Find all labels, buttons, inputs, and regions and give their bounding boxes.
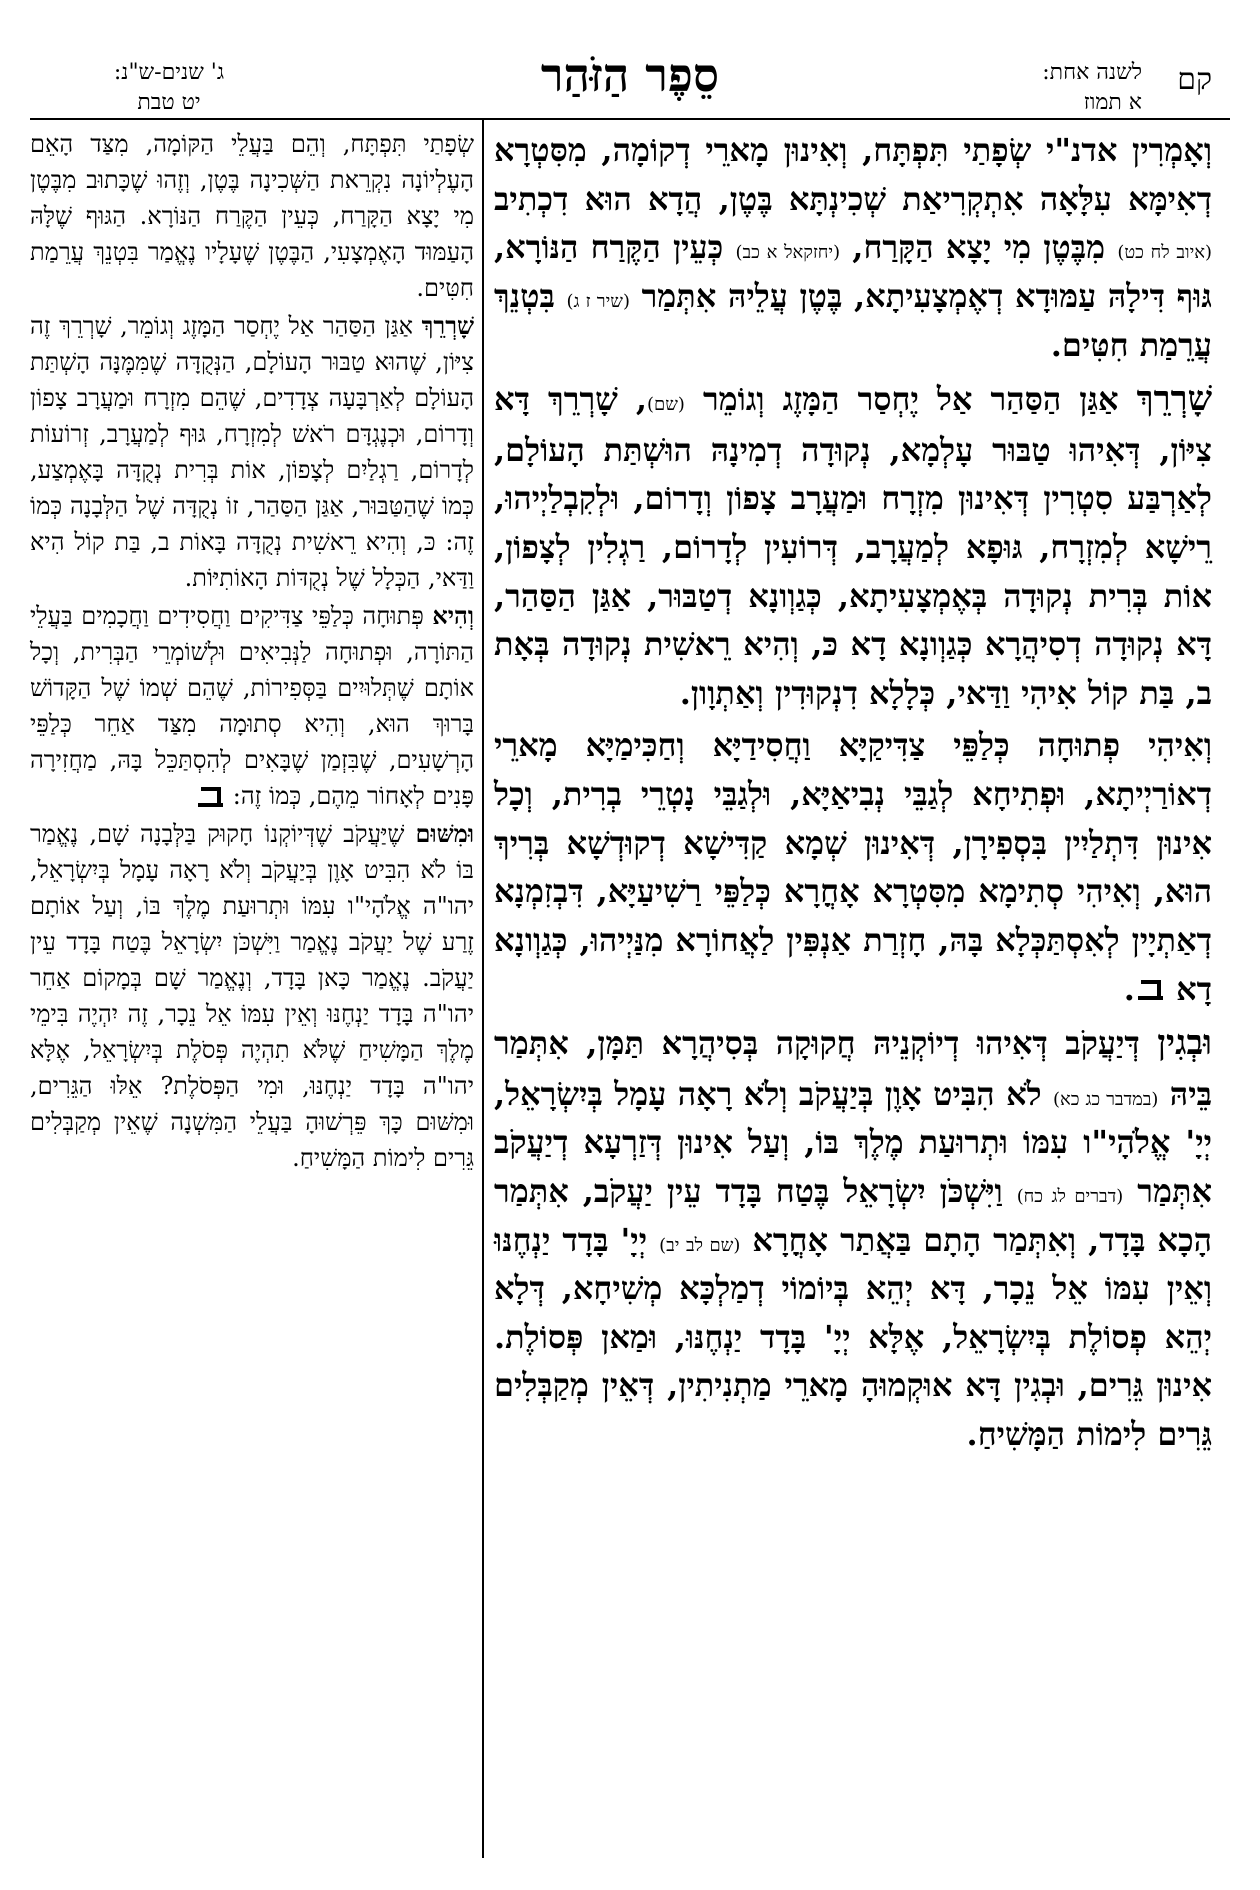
verse-reference: (במדבר כג כא)	[1053, 1088, 1159, 1110]
main-p1-text3: כְּעֵין הַקֶּרַח הַנּוֹרָא, גּוּף דִּילָהּ עַמּוּדָא דְאֶמְצָעִיתָא, בֶּטֶן עֲלֵיהּ אִתְּמַר	[494, 228, 1212, 315]
main-p4-text2: לֹא הִבִּיט אָוֶן בְּיַעֲקֹב וְלֹא רָאָה עָמָל בְּיִשְׂרָאֵל, יְיָ' אֱלֹהָי"ו עִמּוֹ וּתְרוּעַת מֶלֶךְ בּוֹ, וְעַל אִינוּן דְּזַרְעָא דְיַעֲקֹב אִתְּמַר	[494, 1074, 1213, 1210]
verse-reference: (איוב לח כט)	[1117, 242, 1213, 264]
translation-p2-text: אַגַּן הַסַּהַר אַל יֶחְסַר הַמָּזֶג וְגוֹמֵר, שָׁרְרֵךְ זֶה צִיּוֹן, שֶׁהוּא טַבּוּר הָעוֹלָם, הַנְּקֻדָּה שֶׁמִּמֶּנָּה הָשְׁתַּת הָעוֹלָם לְאַרְבָּעָה צְדָדִים, שֶׁהֵם מִזְרָח וּמַעֲרָב צָפוֹן וְדָרוֹם, וּכְנֶגְדָּם רֹאשׁ לְמִזְרָח, גּוּף לְמַעֲרָב, זְרוֹעוֹת לְדָרוֹם, רַגְלַיִם לְצָפוֹן, אוֹת בְּרִית נְקֻדָּה בָּאֶמְצַע, כְּמוֹ שֶׁהַטַּבּוּר, אַגַּן הַסַּהַר, זוֹ נְקֻדָּה שֶׁל הַלְּבָנָה כְּמוֹ זֶה: כּ, וְהִיא רֵאשִׁית נְקֻדָּה בָּאוֹת ב, בַּת קוֹל הִיא וַדַּאי, הַכְּלָל שֶׁל נְקֻדּוֹת הָאוֹתִיּוֹת.	[30, 312, 474, 592]
main-paragraph: וְאִיהִי פְתוּחָה כְּלַפֵּי צַדִּיקַיָּא וַחֲסִידַיָּא וְחַכִּימַיָּא מָארֵי דְאוֹרַיְיתָא, וּפְתִיחָא לְגַבֵּי נְבִיאַיָּא, וּלְגַבֵּי נָטְרֵי בְרִית, וְכָל אִינוּן דִּתְלַיִין בִּסְפִירָן, דְּאִינוּן שְׁמָא קַדִּישָׁא דְקוּדְשָׁא בְּרִיךְ הוּא, וְאִיהִי סְתִימָא מִסִּטְרָא אָחֳרָא כְּלַפֵּי רַשִׁיעַיָּא, דִּבְזִמְנָא דְאַתְיָין לְאִסְתַּכְּלָא בָּהּ, חָזְרַת אַנְפִּין לַאֲחוֹרָא מִנַּיְיהוּ, כְּגַוְונָא דָא .	[494, 726, 1212, 1008]
translation-p3-text: פְּתוּחָה כְּלַפֵּי צַדִּיקִים וַחֲסִידִים וַחֲכָמִים בַּעֲלֵי הַתּוֹרָה, וּפְתוּחָה לַנְּבִיאִים וּלְשׁוֹמְרֵי הַבְּרִית, וְכָל אוֹתָם שֶׁתְּלוּיִים בַּסְּפִירוֹת, שֶׁהֵם שְׁמוֹ שֶׁל הַקָּדוֹשׁ בָּרוּךְ הוּא, וְהִיא סְתוּמָה מִצַּד אַחֵר כְּלַפֵּי הָרְשָׁעִים, שֶׁבִּזְמַן שֶׁבָּאִים לְהִסְתַּכֵּל בָּהּ, מַחֲזִירָה פָּנִים לְאָחוֹר מֵהֶם, כְּמוֹ זֶה:	[30, 602, 474, 810]
schedule-three-years-label: ג' שנים-ש"נ:	[113, 60, 225, 85]
verse-reference: (שיר ז ג)	[566, 290, 630, 312]
reversed-bet-glyph-icon	[1135, 979, 1165, 1003]
main-p4-text4: יְיָ' בָּדָד יַנְחֶנּוּ וְאֵין עִמּוֹ אֵל נֵכָר, דָּא יְהֵא בְּיוֹמוֹי דְמַלְכָּא מְשִׁיחָא, דְּלָא יְהֵא פְסוֹלֶת בְּיִשְׂרָאֵל, אֶלָּא יְיָ' בָּדָד יַנְחֶנּוּ, וּמַאן פְּסוֹלֶת. אִינוּן גֵּרִים, וּבְגִין דָּא אוּקְמוּהָ מָארֵי מַתְנִיתִין, דְּאֵין מְקַבְּלִים גֵּרִים לִימוֹת הַמָּשִׁיחַ.	[494, 1220, 1212, 1454]
main-paragraph	[494, 373, 1212, 717]
verse-reference: (שם)	[647, 394, 685, 416]
translation-column	[30, 126, 474, 1176]
translation-paragraph	[30, 598, 474, 814]
column-divider	[482, 118, 484, 1858]
schedule-three-years-date: יט טבת	[137, 90, 201, 115]
main-p4-text3: וַיִּשְׁכֹּן יִשְׂרָאֵל בֶּטַח בָּדָד עֵין יַעֲקֹב, אִתְּמַר הָכָא בָּדָד, וְאִתְּמַר הָתָם בַּאֲתַר אָחֳרָא	[494, 1171, 1213, 1259]
main-p2-text2: , שָׁרְרֵךְ דָּא צִיּוֹן, דְּאִיהוּ טַבּוּר עָלְמָא, נְקוּדָה דְמִינָהּ הוּשְׁתַּת הָעוֹלָם, לְאַרְבַּע סִטְרִין דְּאִינוּן מִזְרָח וּמַעֲרָב צָפוֹן וְדָרוֹם, וּלְקִבְלַיְיהוּ, רֵישָׁא לְמִזְרָח, גּוּפָא לְמַעֲרָב, דְּרוֹעִין לְדָרוֹם, רַגְלִין לְצָפוֹן, אוֹת בְּרִית נְקוּדָה בְּאֶמְצָעִיתָא, כְּגַוְונָא דְטַבּוּר, אַגַּן הַסַּהַר, דָּא נְקוּדָה דְסִיהֲרָא כְּגַוְונָא דָא כּ, וְהִיא רֵאשִׁית נְקוּדָה בְּאָת ב, בַּת קוֹל אִיהִי וַדַּאי, כְּלָלָא דִנְקוּדִין וְאַתְוָון.	[494, 380, 1213, 712]
schedule-one-year-label: לשנה אחת:	[1042, 60, 1142, 85]
translation-p4-lead-word: וּמִשּׁוּם	[415, 819, 474, 848]
main-p4-text: דְּיַעֲקֹב דְּאִיהוּ דְיוֹקְנֵיהּ חֲקוּקָה בְּסִיהֲרָא תַּמָּן, אִתְּמַר בֵּיהּ	[494, 1024, 1213, 1113]
main-text-column	[494, 126, 1212, 1459]
verse-reference: (דברים לג כח)	[1016, 1185, 1124, 1207]
page-number: קם	[1177, 62, 1212, 97]
main-paragraph	[494, 1017, 1212, 1459]
main-p1-text4: בִּטְנֵךְ עֲרֵמַת חִטִּים.	[494, 276, 1212, 364]
translation-paragraph	[30, 308, 474, 596]
translation-paragraph	[30, 816, 474, 1176]
main-p2-text: אַגַּן הַסַּהַר אַל יֶחְסַר הַמָּזֶג וְגוֹמֵר	[702, 380, 1119, 419]
translation-p2-lead-word: שָׁרְרֵךְ	[421, 311, 474, 340]
reversed-bet-glyph-icon	[195, 786, 225, 810]
verse-reference: (יחזקאל א כב)	[735, 242, 841, 264]
header-divider	[30, 118, 1230, 120]
verse-reference: (שם לב יב)	[659, 1234, 741, 1256]
main-p4-lead-word: וּבְגִין	[1157, 1023, 1213, 1064]
schedule-one-year-date: א תמוז	[1083, 90, 1142, 115]
translation-paragraph: שְׂפָתַי תִּפְתָּח, וְהֵם בַּעֲלֵי הַקּוֹמָה, מִצַּד הָאֵם הָעֶלְיוֹנָה נִקְרֵאת הַשְּׁכִינָה בֶּטֶן, וְזֶהוּ שֶׁכָּתוּב מִבֶּטֶן מִי יָצָא הַקָּרַח, כְּעֵין הַקֶּרַח הַנּוֹרָא. הַגּוּף שֶׁלָּהּ הָעַמּוּד הָאֶמְצָעִי, הַבֶּטֶן שֶׁעָלָיו נֶאֱמַר בִּטְנֵךְ עֲרֵמַת חִטִּים.	[30, 130, 474, 302]
header-left-schedule	[34, 58, 304, 118]
main-paragraph	[494, 126, 1212, 369]
translation-p4-text: שֶׁיַּעֲקֹב שֶׁדְּיוֹקְנוֹ חָקוּק בַּלְּבָנָה שָׁם, נֶאֱמַר בּוֹ לֹא הִבִּיט אָוֶן בְּיַעֲקֹב וְלֹא רָאָה עָמָל בְּיִשְׂרָאֵל, יהו"ה אֱלֹהָי"ו עִמּוֹ וּתְרוּעַת מֶלֶךְ בּוֹ, וְעַל אוֹתָם זֶרַע שֶׁל יַעֲקֹב נֶאֱמַר וַיִּשְׁכֹּן יִשְׂרָאֵל בֶּטַח בָּדָד עֵין יַעֲקֹב. נֶאֱמַר כָּאן בָּדָד, וְנֶאֱמַר שָׁם בְּמָקוֹם אַחֵר יהו"ה בָּדָד יַנְחֶנּוּ וְאֵין עִמּוֹ אֵל נֵכָר, זֶה יִהְיֶה בִּימֵי מֶלֶךְ הַמָּשִׁיחַ שֶׁלֹּא תִהְיֶה פְּסֹלֶת בְּיִשְׂרָאֵל, אֶלָּא יהו"ה בָּדָד יַנְחֶנּוּ, וּמִי הַפְּסֹלֶת? אֵלּוּ הַגֵּרִים, וּמִשּׁוּם כָּךְ פֵּרְשׁוּהָ בַּעֲלֵי הַמִּשְׁנָה שֶׁאֵין מְקַבְּלִים גֵּרִים לִימוֹת הַמָּשִׁיחַ.	[30, 820, 474, 1172]
main-p3-text: וְאִיהִי פְתוּחָה כְּלַפֵּי צַדִּיקַיָּא וַחֲסִידַיָּא וְחַכִּימַיָּא מָארֵי דְאוֹרַיְיתָא, וּפְתִיחָא לְגַבֵּי נְבִיאַיָּא, וּלְגַבֵּי נָטְרֵי בְרִית, וְכָל אִינוּן דִּתְלַיִין בִּסְפִירָן, דְּאִינוּן שְׁמָא קַדִּישָׁא דְקוּדְשָׁא בְּרִיךְ הוּא, וְאִיהִי סְתִימָא מִסִּטְרָא אָחֳרָא כְּלַפֵּי רַשִׁיעַיָּא, דִּבְזִמְנָא דְאַתְיָין לְאִסְתַּכְּלָא בָּהּ, חָזְרַת אַנְפִּין לַאֲחוֹרָא מִנַּיְיהוּ, כְּגַוְונָא דָא	[494, 726, 1212, 1008]
main-p1-text: וְאָמְרִין אדנ"י שְׂפָתַי תִּפְתָּח, וְאִינוּן מָארֵי דְקוֹמָה, מִסִּטְרָא דְאִימָּא עִלָּאָה אִתְקְרִיאַת שְׁכִינְתָּא בֶּטֶן, הֲדָא הוּא דִכְתִיב	[494, 131, 1212, 218]
translation-p3-lead-word: וְהִיא	[432, 601, 474, 630]
main-p1-text2: מִבֶּטֶן מִי יָצָא הַקָּרַח,	[852, 228, 1106, 267]
page-title: סֵפֶר הַזֹּהַר	[540, 48, 720, 102]
main-p2-lead-word: שָׁרְרֵךְ	[1136, 379, 1213, 420]
